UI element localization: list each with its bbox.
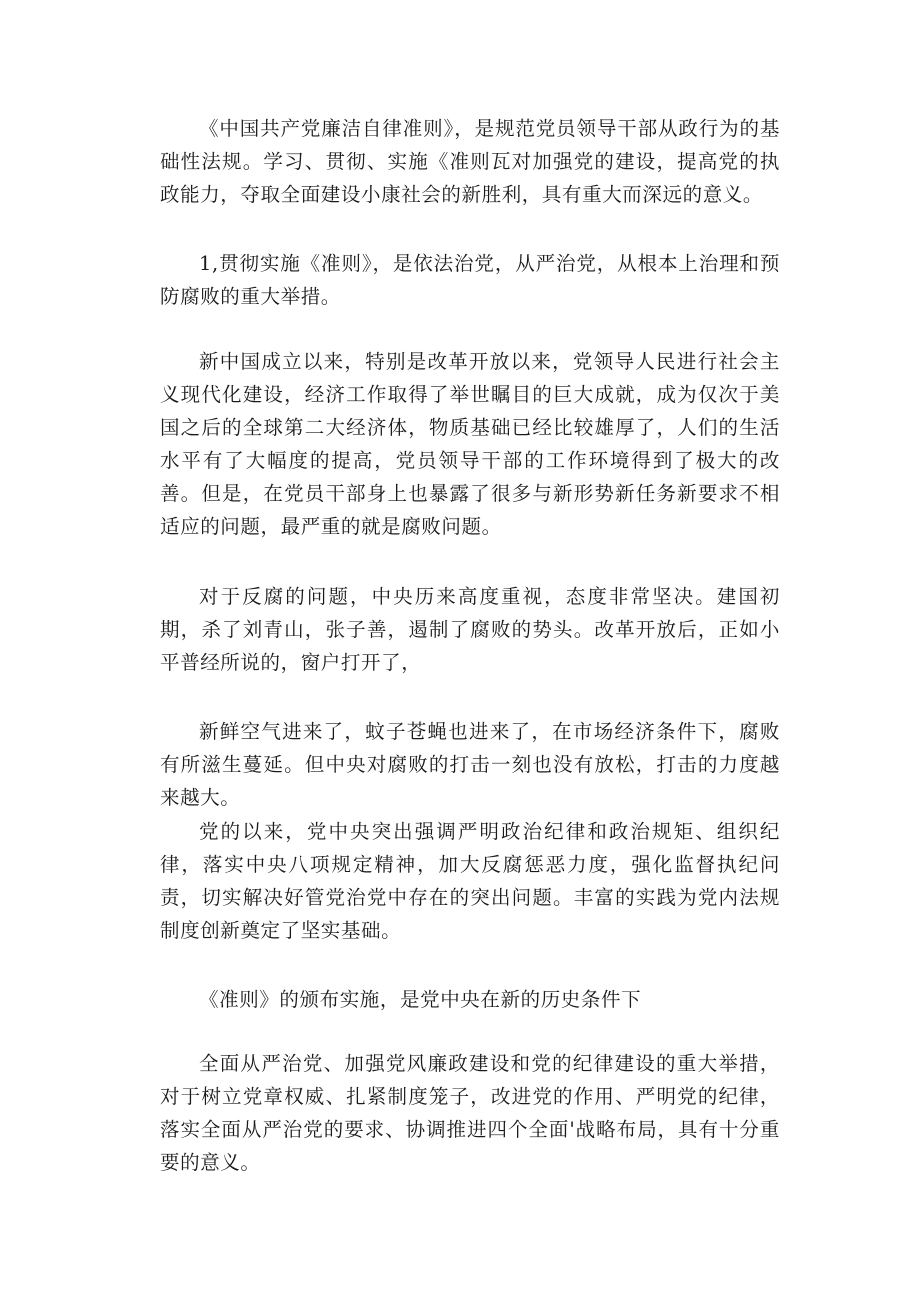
paragraph-party-discipline: 党的以来，党中央突出强调严明政治纪律和政治规矩、组织纪律，落实中央八项规定精神，加大反腐惩恶力度，强化监督执纪问责，切实解决好管党治党中存在的突出问题。丰富的实践为党内法规制度创新奠定了坚实基础。 <box>160 820 780 942</box>
paragraph-anti-corruption: 对于反腐的问题，中央历来高度重视，态度非常坚决。建国初期，杀了刘青山，张子善，遏制了腐败的势头。改革开放后，正如小平普经所说的，窗户打开了， <box>160 585 780 674</box>
paragraph-promulgation: 《准则》的颁布实施，是党中央在新的历史条件下 <box>199 988 642 1011</box>
paragraph-point-one: 1,贯彻实施《准则》，是依法治党，从严治党，从根本上治理和预防腐败的重大举措。 <box>160 252 780 308</box>
paragraph-intro: 《中国共产党廉洁自律准则》，是规范党员领导干部从政行为的基础性法规。学习、贯彻、实施《准则瓦对加强党的建设，提高党的执政能力，夺取全面建设小康社会的新胜利，具有重大而深远的意义。 <box>160 117 780 206</box>
paragraph-history: 新中国成立以来，特别是改革开放以来，党领导人民进行社会主义现代化建设，经济工作取得了举世瞩目的巨大成就，成为仅次于美国之后的全球第二大经济体，物质基础已经比较雄厚了，人们的生活水平有了大幅度的提高，党员领导干部的工作环境得到了极大的改善。但是，在党员干部身上也暴露了很多与新形势新任务新要求不相适应的问题，最严重的就是腐败问题。 <box>160 350 780 538</box>
paragraph-market-economy: 新鲜空气进来了，蚊子苍蝇也进来了，在市场经济条件下，腐败有所滋生蔓延。但中央对腐败的打击一刻也没有放松，打击的力度越来越大。 <box>160 720 780 809</box>
paragraph-significance: 全面从严治党、加强党风廉政建设和党的纪律建设的重大举措，对于树立党章权威、扎紧制度笼子，改进党的作用、严明党的纪律，落实全面从严治党的要求、协调推进四个全面'战略布局，具有十分重要的意义。 <box>160 1052 780 1174</box>
